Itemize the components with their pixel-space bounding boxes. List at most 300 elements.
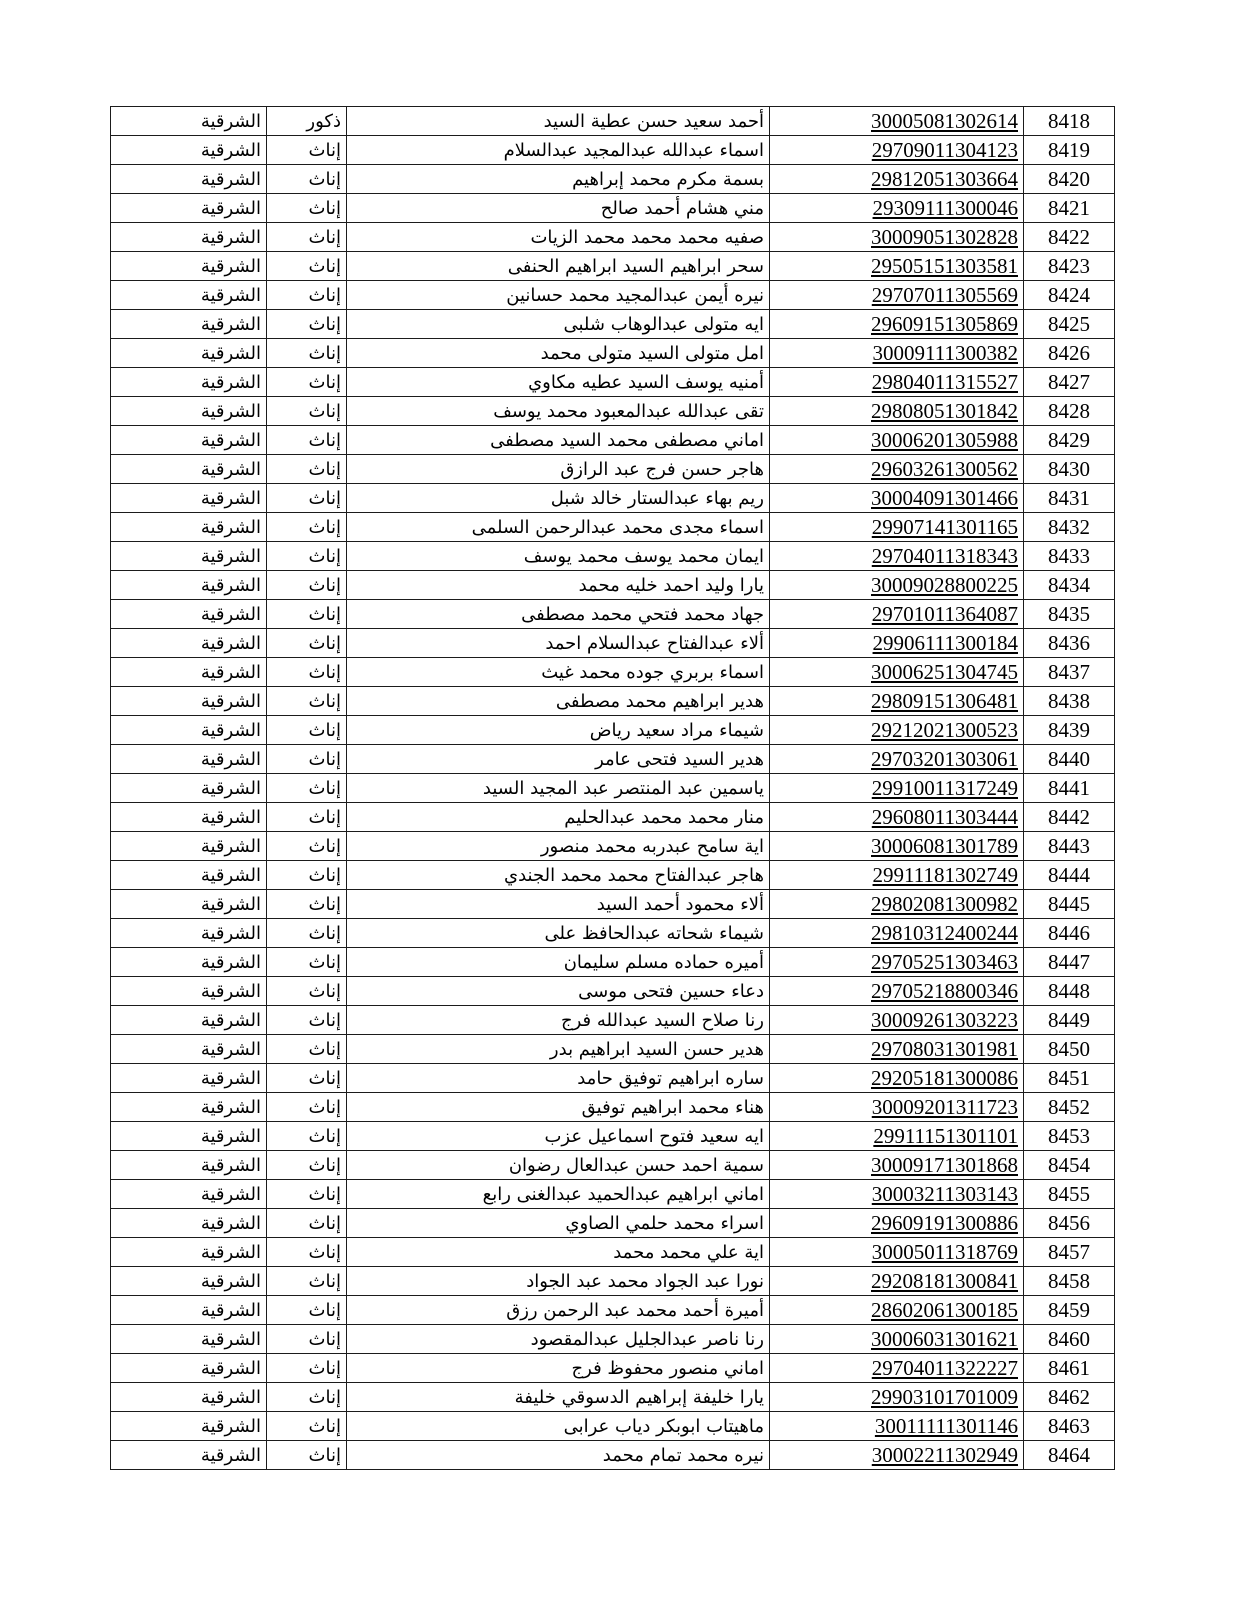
serial-cell: 8426 bbox=[1024, 339, 1115, 368]
name-cell: أميرة أحمد محمد عبد الرحمن رزق bbox=[347, 1296, 770, 1325]
national-id-cell bbox=[770, 745, 1024, 774]
national-id-value: 29910011317249 bbox=[871, 775, 1018, 800]
table-row bbox=[111, 1383, 1115, 1412]
name-cell: ساره ابراهيم توفيق حامد bbox=[347, 1064, 770, 1093]
governorate-cell: الشرقية bbox=[111, 948, 267, 977]
table-row bbox=[111, 252, 1115, 281]
table-row bbox=[111, 194, 1115, 223]
national-id-value: 29709011304123 bbox=[871, 137, 1018, 162]
records-table bbox=[110, 106, 1115, 1470]
name-cell: اسراء محمد حلمي الصاوي bbox=[347, 1209, 770, 1238]
national-id-cell bbox=[770, 1064, 1024, 1093]
serial-cell: 8452 bbox=[1024, 1093, 1115, 1122]
gender-cell: إناث bbox=[267, 716, 347, 745]
national-id-cell bbox=[770, 1180, 1024, 1209]
serial-cell: 8460 bbox=[1024, 1325, 1115, 1354]
national-id-cell bbox=[770, 1325, 1024, 1354]
national-id-cell bbox=[770, 426, 1024, 455]
governorate-cell: الشرقية bbox=[111, 1383, 267, 1412]
governorate-cell: الشرقية bbox=[111, 252, 267, 281]
name-cell: هدير السيد فتحى عامر bbox=[347, 745, 770, 774]
national-id-value: 29701011364087 bbox=[871, 601, 1018, 626]
governorate-cell: الشرقية bbox=[111, 426, 267, 455]
serial-cell: 8427 bbox=[1024, 368, 1115, 397]
table-row bbox=[111, 716, 1115, 745]
table-row bbox=[111, 1180, 1115, 1209]
gender-cell: إناث bbox=[267, 1441, 347, 1470]
table-row bbox=[111, 658, 1115, 687]
gender-cell: إناث bbox=[267, 368, 347, 397]
national-id-value: 30009201311723 bbox=[871, 1094, 1018, 1119]
gender-cell: إناث bbox=[267, 571, 347, 600]
gender-cell: إناث bbox=[267, 223, 347, 252]
national-id-value: 29906111300184 bbox=[872, 630, 1018, 655]
name-cell: اسماء بربري جوده محمد غيث bbox=[347, 658, 770, 687]
gender-cell: إناث bbox=[267, 1180, 347, 1209]
governorate-cell: الشرقية bbox=[111, 1151, 267, 1180]
name-cell: صفيه محمد محمد محمد الزيات bbox=[347, 223, 770, 252]
table-row bbox=[111, 1238, 1115, 1267]
name-cell: ألاء عبدالفتاح عبدالسلام احمد bbox=[347, 629, 770, 658]
national-id-value: 29907141301165 bbox=[871, 514, 1018, 539]
national-id-value: 29603261300562 bbox=[871, 456, 1018, 481]
gender-cell: إناث bbox=[267, 658, 347, 687]
table-row bbox=[111, 484, 1115, 513]
national-id-cell bbox=[770, 658, 1024, 687]
table-row bbox=[111, 1267, 1115, 1296]
table-row bbox=[111, 774, 1115, 803]
table-row bbox=[111, 165, 1115, 194]
records-tbody bbox=[111, 107, 1115, 1470]
governorate-cell: الشرقية bbox=[111, 165, 267, 194]
national-id-value: 30006081301789 bbox=[871, 833, 1018, 858]
national-id-value: 29703201303061 bbox=[871, 746, 1018, 771]
serial-cell: 8433 bbox=[1024, 542, 1115, 571]
serial-cell: 8451 bbox=[1024, 1064, 1115, 1093]
serial-cell: 8419 bbox=[1024, 136, 1115, 165]
national-id-cell bbox=[770, 252, 1024, 281]
national-id-cell bbox=[770, 455, 1024, 484]
serial-cell: 8436 bbox=[1024, 629, 1115, 658]
national-id-value: 29708031301981 bbox=[871, 1036, 1018, 1061]
gender-cell: إناث bbox=[267, 1064, 347, 1093]
name-cell: اية علي محمد محمد bbox=[347, 1238, 770, 1267]
name-cell: ماهيتاب ابوبكر دياب عرابى bbox=[347, 1412, 770, 1441]
national-id-value: 29212021300523 bbox=[871, 717, 1018, 742]
table-row bbox=[111, 919, 1115, 948]
name-cell: اسماء مجدى محمد عبدالرحمن السلمى bbox=[347, 513, 770, 542]
gender-cell: إناث bbox=[267, 1325, 347, 1354]
name-cell: تقى عبدالله عبدالمعبود محمد يوسف bbox=[347, 397, 770, 426]
national-id-cell bbox=[770, 513, 1024, 542]
serial-cell: 8428 bbox=[1024, 397, 1115, 426]
national-id-value: 29609191300886 bbox=[871, 1210, 1018, 1235]
gender-cell: إناث bbox=[267, 165, 347, 194]
national-id-value: 30003211303143 bbox=[871, 1181, 1018, 1206]
national-id-value: 29808051301842 bbox=[871, 398, 1018, 423]
table-row bbox=[111, 281, 1115, 310]
governorate-cell: الشرقية bbox=[111, 484, 267, 513]
governorate-cell: الشرقية bbox=[111, 1064, 267, 1093]
name-cell: ايه متولى عبدالوهاب شلبى bbox=[347, 310, 770, 339]
governorate-cell: الشرقية bbox=[111, 803, 267, 832]
national-id-cell bbox=[770, 368, 1024, 397]
gender-cell: إناث bbox=[267, 1238, 347, 1267]
national-id-cell bbox=[770, 1035, 1024, 1064]
name-cell: شيماء شحاته عبدالحافظ على bbox=[347, 919, 770, 948]
national-id-value: 30009261303223 bbox=[871, 1007, 1018, 1032]
governorate-cell: الشرقية bbox=[111, 194, 267, 223]
governorate-cell: الشرقية bbox=[111, 397, 267, 426]
name-cell: جهاد محمد فتحي محمد مصطفى bbox=[347, 600, 770, 629]
table-row bbox=[111, 339, 1115, 368]
national-id-value: 29812051303664 bbox=[871, 166, 1018, 191]
serial-cell: 8458 bbox=[1024, 1267, 1115, 1296]
table-row bbox=[111, 571, 1115, 600]
serial-cell: 8446 bbox=[1024, 919, 1115, 948]
table-row bbox=[111, 1122, 1115, 1151]
gender-cell: إناث bbox=[267, 745, 347, 774]
table-row bbox=[111, 542, 1115, 571]
governorate-cell: الشرقية bbox=[111, 1093, 267, 1122]
national-id-cell bbox=[770, 281, 1024, 310]
serial-cell: 8463 bbox=[1024, 1412, 1115, 1441]
serial-cell: 8447 bbox=[1024, 948, 1115, 977]
governorate-cell: الشرقية bbox=[111, 1122, 267, 1151]
serial-cell: 8435 bbox=[1024, 600, 1115, 629]
serial-cell: 8459 bbox=[1024, 1296, 1115, 1325]
name-cell: هدير ابراهيم محمد مصطفى bbox=[347, 687, 770, 716]
name-cell: هناء محمد ابراهيم توفيق bbox=[347, 1093, 770, 1122]
gender-cell: إناث bbox=[267, 1383, 347, 1412]
national-id-value: 30004091301466 bbox=[871, 485, 1018, 510]
table-row bbox=[111, 1412, 1115, 1441]
serial-cell: 8464 bbox=[1024, 1441, 1115, 1470]
national-id-cell bbox=[770, 716, 1024, 745]
table-row bbox=[111, 629, 1115, 658]
table-row bbox=[111, 600, 1115, 629]
name-cell: اماني منصور محفوظ فرج bbox=[347, 1354, 770, 1383]
serial-cell: 8449 bbox=[1024, 1006, 1115, 1035]
gender-cell: إناث bbox=[267, 194, 347, 223]
national-id-cell bbox=[770, 687, 1024, 716]
national-id-cell bbox=[770, 194, 1024, 223]
name-cell: سحر ابراهيم السيد ابراهيم الحنفى bbox=[347, 252, 770, 281]
governorate-cell: الشرقية bbox=[111, 1296, 267, 1325]
national-id-value: 30005081302614 bbox=[871, 108, 1018, 133]
governorate-cell: الشرقية bbox=[111, 687, 267, 716]
name-cell: هاجر عبدالفتاح محمد محمد الجندي bbox=[347, 861, 770, 890]
name-cell: شيماء مراد سعيد رياض bbox=[347, 716, 770, 745]
governorate-cell: الشرقية bbox=[111, 571, 267, 600]
gender-cell: إناث bbox=[267, 629, 347, 658]
table-row bbox=[111, 1035, 1115, 1064]
governorate-cell: الشرقية bbox=[111, 455, 267, 484]
governorate-cell: الشرقية bbox=[111, 1267, 267, 1296]
serial-cell: 8444 bbox=[1024, 861, 1115, 890]
governorate-cell: الشرقية bbox=[111, 1325, 267, 1354]
table-row bbox=[111, 803, 1115, 832]
gender-cell: إناث bbox=[267, 1209, 347, 1238]
table-row bbox=[111, 107, 1115, 136]
governorate-cell: الشرقية bbox=[111, 977, 267, 1006]
national-id-cell bbox=[770, 629, 1024, 658]
national-id-cell bbox=[770, 165, 1024, 194]
national-id-value: 29810312400244 bbox=[871, 920, 1018, 945]
national-id-cell bbox=[770, 890, 1024, 919]
gender-cell: إناث bbox=[267, 600, 347, 629]
national-id-cell bbox=[770, 1354, 1024, 1383]
serial-cell: 8420 bbox=[1024, 165, 1115, 194]
national-id-cell bbox=[770, 542, 1024, 571]
national-id-cell bbox=[770, 600, 1024, 629]
serial-cell: 8441 bbox=[1024, 774, 1115, 803]
governorate-cell: الشرقية bbox=[111, 658, 267, 687]
gender-cell: إناث bbox=[267, 1412, 347, 1441]
national-id-cell bbox=[770, 774, 1024, 803]
national-id-value: 29707011305569 bbox=[871, 282, 1018, 307]
serial-cell: 8432 bbox=[1024, 513, 1115, 542]
national-id-cell bbox=[770, 861, 1024, 890]
name-cell: أميره حماده مسلم سليمان bbox=[347, 948, 770, 977]
table-row bbox=[111, 1093, 1115, 1122]
governorate-cell: الشرقية bbox=[111, 136, 267, 165]
gender-cell: إناث bbox=[267, 1093, 347, 1122]
name-cell: نيره محمد تمام محمد bbox=[347, 1441, 770, 1470]
serial-cell: 8421 bbox=[1024, 194, 1115, 223]
governorate-cell: الشرقية bbox=[111, 629, 267, 658]
gender-cell: إناث bbox=[267, 1122, 347, 1151]
national-id-cell bbox=[770, 571, 1024, 600]
national-id-value: 29608011303444 bbox=[871, 804, 1018, 829]
gender-cell: إناث bbox=[267, 687, 347, 716]
national-id-cell bbox=[770, 1267, 1024, 1296]
name-cell: أحمد سعيد حسن عطية السيد bbox=[347, 107, 770, 136]
governorate-cell: الشرقية bbox=[111, 716, 267, 745]
serial-cell: 8456 bbox=[1024, 1209, 1115, 1238]
name-cell: هدير حسن السيد ابراهيم بدر bbox=[347, 1035, 770, 1064]
table-row bbox=[111, 1151, 1115, 1180]
name-cell: رنا ناصر عبدالجليل عبدالمقصود bbox=[347, 1325, 770, 1354]
national-id-value: 29205181300086 bbox=[871, 1065, 1018, 1090]
name-cell: بسمة مكرم محمد إبراهيم bbox=[347, 165, 770, 194]
serial-cell: 8445 bbox=[1024, 890, 1115, 919]
national-id-cell bbox=[770, 136, 1024, 165]
gender-cell: إناث bbox=[267, 339, 347, 368]
national-id-cell bbox=[770, 1412, 1024, 1441]
serial-cell: 8453 bbox=[1024, 1122, 1115, 1151]
governorate-cell: الشرقية bbox=[111, 745, 267, 774]
table-row bbox=[111, 890, 1115, 919]
governorate-cell: الشرقية bbox=[111, 281, 267, 310]
national-id-cell bbox=[770, 1209, 1024, 1238]
serial-cell: 8434 bbox=[1024, 571, 1115, 600]
name-cell: دعاء حسين فتحى موسى bbox=[347, 977, 770, 1006]
national-id-value: 30006201305988 bbox=[871, 427, 1018, 452]
gender-cell: إناث bbox=[267, 803, 347, 832]
governorate-cell: الشرقية bbox=[111, 1180, 267, 1209]
serial-cell: 8425 bbox=[1024, 310, 1115, 339]
name-cell: اية سامح عبدربه محمد منصور bbox=[347, 832, 770, 861]
gender-cell: إناث bbox=[267, 1151, 347, 1180]
gender-cell: إناث bbox=[267, 1006, 347, 1035]
serial-cell: 8448 bbox=[1024, 977, 1115, 1006]
national-id-value: 30009171301868 bbox=[871, 1152, 1018, 1177]
national-id-value: 29903101701009 bbox=[871, 1384, 1018, 1409]
name-cell: اسماء عبدالله عبدالمجيد عبدالسلام bbox=[347, 136, 770, 165]
governorate-cell: الشرقية bbox=[111, 107, 267, 136]
table-row bbox=[111, 1354, 1115, 1383]
governorate-cell: الشرقية bbox=[111, 890, 267, 919]
table-row bbox=[111, 745, 1115, 774]
table-row bbox=[111, 948, 1115, 977]
national-id-value: 29804011315527 bbox=[871, 369, 1018, 394]
national-id-value: 30009111300382 bbox=[872, 340, 1018, 365]
serial-cell: 8438 bbox=[1024, 687, 1115, 716]
name-cell: اماني مصطفى محمد السيد مصطفى bbox=[347, 426, 770, 455]
governorate-cell: الشرقية bbox=[111, 1412, 267, 1441]
name-cell: يارا وليد احمد خليه محمد bbox=[347, 571, 770, 600]
serial-cell: 8422 bbox=[1024, 223, 1115, 252]
national-id-cell bbox=[770, 1122, 1024, 1151]
serial-cell: 8442 bbox=[1024, 803, 1115, 832]
national-id-cell bbox=[770, 919, 1024, 948]
gender-cell: إناث bbox=[267, 252, 347, 281]
governorate-cell: الشرقية bbox=[111, 1441, 267, 1470]
table-row bbox=[111, 223, 1115, 252]
table-row bbox=[111, 397, 1115, 426]
table-row bbox=[111, 426, 1115, 455]
serial-cell: 8430 bbox=[1024, 455, 1115, 484]
national-id-cell bbox=[770, 1238, 1024, 1267]
national-id-value: 30006031301621 bbox=[871, 1326, 1018, 1351]
name-cell: ايمان محمد يوسف محمد يوسف bbox=[347, 542, 770, 571]
name-cell: امل متولى السيد متولى محمد bbox=[347, 339, 770, 368]
national-id-value: 29505151303581 bbox=[871, 253, 1018, 278]
national-id-value: 29809151306481 bbox=[871, 688, 1018, 713]
table-row bbox=[111, 861, 1115, 890]
national-id-cell bbox=[770, 484, 1024, 513]
serial-cell: 8454 bbox=[1024, 1151, 1115, 1180]
gender-cell: إناث bbox=[267, 890, 347, 919]
serial-cell: 8455 bbox=[1024, 1180, 1115, 1209]
governorate-cell: الشرقية bbox=[111, 1209, 267, 1238]
national-id-cell bbox=[770, 1151, 1024, 1180]
name-cell: ريم بهاء عبدالستار خالد شبل bbox=[347, 484, 770, 513]
name-cell: نورا عبد الجواد محمد عبد الجواد bbox=[347, 1267, 770, 1296]
gender-cell: إناث bbox=[267, 832, 347, 861]
gender-cell: إناث bbox=[267, 919, 347, 948]
national-id-cell bbox=[770, 977, 1024, 1006]
national-id-value: 29704011318343 bbox=[871, 543, 1018, 568]
gender-cell: إناث bbox=[267, 1296, 347, 1325]
serial-cell: 8439 bbox=[1024, 716, 1115, 745]
governorate-cell: الشرقية bbox=[111, 919, 267, 948]
serial-cell: 8423 bbox=[1024, 252, 1115, 281]
name-cell: نيره أيمن عبدالمجيد محمد حسانين bbox=[347, 281, 770, 310]
national-id-value: 28602061300185 bbox=[871, 1297, 1018, 1322]
gender-cell: إناث bbox=[267, 977, 347, 1006]
serial-cell: 8462 bbox=[1024, 1383, 1115, 1412]
national-id-cell bbox=[770, 832, 1024, 861]
national-id-value: 30011111301146 bbox=[874, 1413, 1018, 1438]
national-id-cell bbox=[770, 803, 1024, 832]
national-id-value: 29705218800346 bbox=[871, 978, 1018, 1003]
name-cell: ألاء محمود أحمد السيد bbox=[347, 890, 770, 919]
national-id-cell bbox=[770, 1383, 1024, 1412]
national-id-cell bbox=[770, 223, 1024, 252]
gender-cell: إناث bbox=[267, 136, 347, 165]
table-row bbox=[111, 513, 1115, 542]
table-row bbox=[111, 687, 1115, 716]
gender-cell: إناث bbox=[267, 1354, 347, 1383]
table-row bbox=[111, 977, 1115, 1006]
table-row bbox=[111, 310, 1115, 339]
gender-cell: إناث bbox=[267, 1035, 347, 1064]
serial-cell: 8431 bbox=[1024, 484, 1115, 513]
governorate-cell: الشرقية bbox=[111, 339, 267, 368]
table-row bbox=[111, 455, 1115, 484]
governorate-cell: الشرقية bbox=[111, 1354, 267, 1383]
national-id-cell bbox=[770, 339, 1024, 368]
governorate-cell: الشرقية bbox=[111, 832, 267, 861]
national-id-cell bbox=[770, 310, 1024, 339]
name-cell: مني هشام أحمد صالح bbox=[347, 194, 770, 223]
national-id-value: 29309111300046 bbox=[872, 195, 1018, 220]
table-row bbox=[111, 1209, 1115, 1238]
name-cell: يارا خليفة إبراهيم الدسوقي خليفة bbox=[347, 1383, 770, 1412]
governorate-cell: الشرقية bbox=[111, 1035, 267, 1064]
governorate-cell: الشرقية bbox=[111, 513, 267, 542]
national-id-cell bbox=[770, 948, 1024, 977]
gender-cell: إناث bbox=[267, 281, 347, 310]
table-row bbox=[111, 832, 1115, 861]
serial-cell: 8437 bbox=[1024, 658, 1115, 687]
table-row bbox=[111, 1064, 1115, 1093]
gender-cell: إناث bbox=[267, 426, 347, 455]
governorate-cell: الشرقية bbox=[111, 223, 267, 252]
national-id-value: 30006251304745 bbox=[871, 659, 1018, 684]
gender-cell: إناث bbox=[267, 948, 347, 977]
national-id-value: 29208181300841 bbox=[871, 1268, 1018, 1293]
governorate-cell: الشرقية bbox=[111, 310, 267, 339]
governorate-cell: الشرقية bbox=[111, 1006, 267, 1035]
serial-cell: 8429 bbox=[1024, 426, 1115, 455]
serial-cell: 8457 bbox=[1024, 1238, 1115, 1267]
governorate-cell: الشرقية bbox=[111, 774, 267, 803]
name-cell: أمنيه يوسف السيد عطيه مكاوي bbox=[347, 368, 770, 397]
serial-cell: 8424 bbox=[1024, 281, 1115, 310]
gender-cell: إناث bbox=[267, 774, 347, 803]
national-id-value: 30009051302828 bbox=[871, 224, 1018, 249]
national-id-value: 29704011322227 bbox=[871, 1355, 1018, 1380]
name-cell: سمية احمد حسن عبدالعال رضوان bbox=[347, 1151, 770, 1180]
governorate-cell: الشرقية bbox=[111, 542, 267, 571]
table-row bbox=[111, 368, 1115, 397]
national-id-cell bbox=[770, 1093, 1024, 1122]
national-id-value: 30009028800225 bbox=[871, 572, 1018, 597]
gender-cell: إناث bbox=[267, 397, 347, 426]
gender-cell: إناث bbox=[267, 861, 347, 890]
governorate-cell: الشرقية bbox=[111, 861, 267, 890]
governorate-cell: الشرقية bbox=[111, 1238, 267, 1267]
name-cell: هاجر حسن فرج عبد الرازق bbox=[347, 455, 770, 484]
serial-cell: 8461 bbox=[1024, 1354, 1115, 1383]
table-row bbox=[111, 1325, 1115, 1354]
gender-cell: إناث bbox=[267, 1267, 347, 1296]
national-id-value: 29911151301101 bbox=[873, 1123, 1018, 1148]
table-row bbox=[111, 1441, 1115, 1470]
